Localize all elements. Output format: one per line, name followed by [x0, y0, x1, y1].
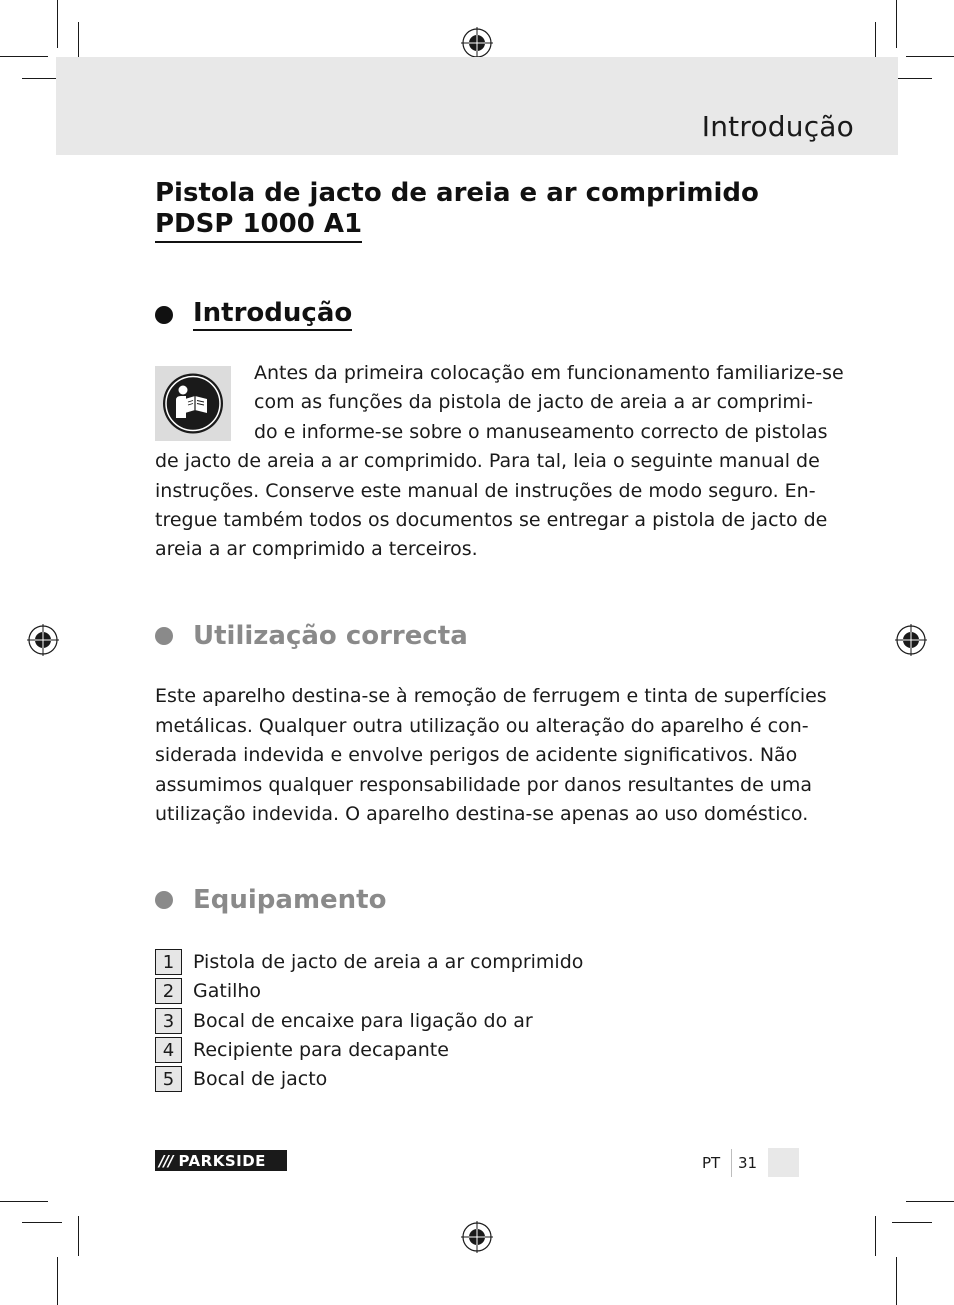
registration-mark-icon — [895, 624, 927, 656]
list-item — [155, 978, 261, 1004]
registration-mark-icon — [461, 1221, 493, 1253]
crop-mark — [892, 1222, 932, 1223]
crop-mark — [906, 1201, 954, 1202]
usage-line: Este aparelho destina-se à remoção de ferrugem e tinta de superfícies — [155, 685, 827, 707]
usage-line: utilização indevida. O aparelho destina-se apenas ao uso doméstico. — [155, 803, 809, 825]
page-header-title: Introdução — [701, 110, 854, 143]
brand-logo — [155, 1150, 287, 1171]
page-number: 31 — [738, 1154, 758, 1172]
crop-mark — [896, 1257, 897, 1305]
document-title — [155, 178, 759, 243]
bullet-icon — [155, 306, 173, 324]
crop-mark — [57, 0, 58, 48]
section-heading-label: Introdução — [193, 298, 352, 331]
usage-line: metálicas. Qualquer outra utilização ou alteração do aparelho é con- — [155, 715, 809, 737]
item-label: Bocal de jacto — [193, 1068, 328, 1090]
brand-slashes: /// — [159, 1151, 173, 1170]
crop-mark — [0, 56, 48, 57]
intro-line: do e informe-se sobre o manuseamento correcto de pistolas — [254, 421, 828, 443]
item-label: Pistola de jacto de areia a ar comprimido — [193, 951, 584, 973]
registration-mark-icon — [27, 624, 59, 656]
intro-line: instruções. Conserve este manual de instruções de modo seguro. En- — [155, 480, 816, 502]
intro-line: com as funções da pistola de jacto de areia a ar comprimi- — [254, 391, 813, 413]
bullet-icon — [155, 891, 173, 909]
item-number-box: 5 — [155, 1066, 182, 1092]
item-label: Recipiente para decapante — [193, 1039, 449, 1061]
section-heading-intro — [155, 298, 352, 331]
intro-line: tregue também todos os documentos se entregar a pistola de jacto de — [155, 509, 828, 531]
crop-mark — [78, 1216, 79, 1256]
document-title-line1: Pistola de jacto de areia e ar comprimido — [155, 178, 759, 208]
crop-mark — [896, 0, 897, 48]
document-model-number: PDSP 1000 A1 — [155, 209, 362, 243]
crop-mark — [892, 78, 932, 79]
footer-divider — [731, 1149, 732, 1177]
crop-mark — [0, 1201, 48, 1202]
bullet-icon — [155, 627, 173, 645]
section-heading-equipment — [155, 885, 386, 915]
item-number-box: 1 — [155, 949, 182, 975]
usage-line: siderada indevida e envolve perigos de acidente significativos. Não — [155, 744, 798, 766]
crop-mark — [22, 1222, 62, 1223]
item-label: Gatilho — [193, 980, 262, 1002]
item-number-box: 2 — [155, 978, 182, 1004]
crop-mark — [875, 1216, 876, 1256]
list-item — [155, 1008, 533, 1034]
item-number-box: 3 — [155, 1008, 182, 1034]
registration-mark-icon — [461, 27, 493, 59]
list-item — [155, 1037, 449, 1063]
section-heading-label: Equipamento — [193, 885, 387, 915]
crop-mark — [78, 22, 79, 62]
list-item — [155, 949, 583, 975]
crop-mark — [906, 56, 954, 57]
brand-name: PARKSIDE — [178, 1151, 266, 1170]
section-heading-label: Utilização correcta — [193, 621, 468, 651]
intro-line: areia a ar comprimido a terceiros. — [155, 538, 478, 560]
item-label: Bocal de encaixe para ligação do ar — [193, 1010, 533, 1032]
item-number-box: 4 — [155, 1037, 182, 1063]
intro-line: Antes da primeira colocação em funcionamento familiarize-se — [254, 362, 844, 384]
intro-line: de jacto de areia a ar comprimido. Para tal, leia o seguinte manual de — [155, 450, 820, 472]
usage-line: assumimos qualquer responsabilidade por danos resultantes de uma — [155, 774, 812, 796]
crop-mark — [875, 22, 876, 62]
crop-mark — [57, 1257, 58, 1305]
read-manual-icon — [155, 366, 231, 441]
list-item — [155, 1066, 327, 1092]
footer-tab — [768, 1148, 799, 1177]
section-heading-usage — [155, 621, 468, 651]
language-code: PT — [702, 1154, 721, 1172]
